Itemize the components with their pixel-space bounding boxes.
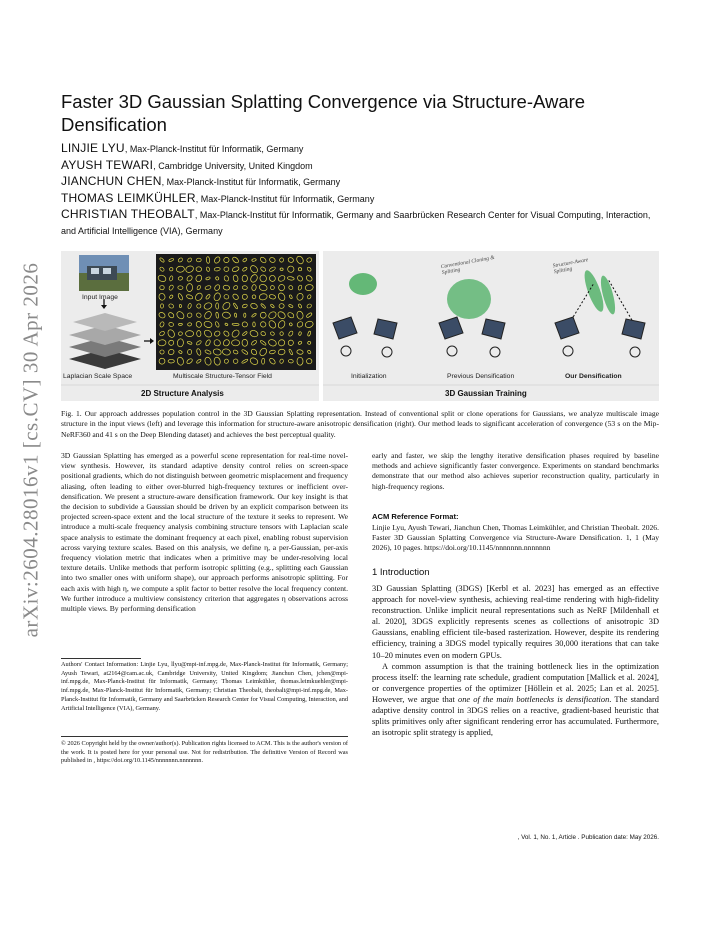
author-name: CHRISTIAN THEOBALT <box>61 207 195 222</box>
abstract-continued: early and faster, we skip the lengthy iterative densification phases required by baseline methods and achieve significantly faster convergence. Experiments on standard benchmarks demonstrate that our method also achieves superior reconstruction quality, particularly in high-frequency regions. <box>372 451 659 491</box>
conventional-note: Conventional Cloning & Splitting <box>440 254 496 277</box>
intro-body <box>372 583 659 738</box>
footnote-rule <box>61 658 141 659</box>
intro-p2-emphasis: one of the main bottlenecks is densification <box>458 694 610 704</box>
author-affiliation: , Cambridge University, United Kingdom <box>153 160 313 171</box>
figure-caption: Fig. 1. Our approach addresses population control in the 3D Gaussian Splatting representation. Instead of conventional split or clone operations for Gaussians, we analyze multiscale image structure in the input views (left) and leverage this information for structure-aware anisotropic densification (right). Our method leads to significant acceleration of convergence (53 s on the Mip-NeRF360 and 41 s on the Deep Blending dataset) and achieves the best perceptual quality. <box>61 409 659 439</box>
abstract-text: 3D Gaussian Splatting has emerged as a powerful scene representation for real-time novel-view synthesis. However, its standard adaptive density control relies on screen-space positional gradients, which do not distinguish between geometric misplacement and frequency aliasing, often leading to either over-blurred high-frequency textures or inefficient over-densification. We present a structure-aware densification framework. Our key insight is that the decision to subdivide a Gaussian should be driven by an explicit comparison between its projected screen-space extent and the local structure of the texture it seeks to represent. We introduce a multi-scale frequency analysis combining structure tensors with Laplacian scale space analysis to estimate the dominant frequency at each pixel, enabling robust supervision across varying texture scales. Based on this analysis, we define η, a per-Gaussian, per-axis frequency violation metric that indicates when a primitive may be under-resolving local texture details. Unlike methods that perform isotropic splitting (e.g., splitting each Gaussian into two smaller ones with uniform shape), our approach performs anisotropic splitting. For each axis with high η, we compute a split factor to better resolve the local frequency content. We further introduce a multiview consistency criterion that aggregates η observations across multiple views. By performing densification <box>61 451 349 614</box>
author-affiliation: , Max-Planck-Institut für Informatik, Germany and Saarbrücken Research Center for Visual Computing, Interaction, and Artificial Intelligence (VIA), Germany <box>61 210 651 236</box>
gaussian-training-title: 3D Gaussian Training <box>445 389 527 398</box>
author-name: JIANCHUN CHEN <box>61 174 162 189</box>
author-affiliation: , Max-Planck-Institut für Informatik, Germany <box>195 193 375 204</box>
copyright-footnote: © 2026 Copyright held by the owner/author(s). Publication rights licensed to ACM. This is the author's version of the work. It is posted here for your personal use. Not for redistribution. The definitive Version of Record was published in , https://doi.org/10.1145/nnnnnnn.nnnnnnn. <box>61 740 348 765</box>
structure-aware-note: Structure-Aware Splitting <box>552 257 589 276</box>
acm-heading: ACM Reference Format: <box>372 512 459 521</box>
page-footer: , Vol. 1, No. 1, Article . Publication date: May 2026. <box>517 834 659 841</box>
teaser-figure <box>61 251 659 401</box>
intro-paragraph-2 <box>372 661 659 739</box>
structure-analysis-title: 2D Structure Analysis <box>141 389 224 398</box>
paper-title: Faster 3D Gaussian Splatting Convergence via Structure-Aware Densification <box>61 91 586 135</box>
author-affiliation: , Max-Planck-Institut für Informatik, Germany <box>161 177 341 188</box>
author-affiliation: , Max-Planck-Institut für Informatik, Germany <box>124 144 304 154</box>
author-line <box>61 191 661 208</box>
author-line <box>61 158 661 175</box>
laplacian-label: Laplacian Scale Space <box>63 373 133 380</box>
intro-heading: 1 Introduction <box>372 567 430 578</box>
intro-p2-end: . The standard adaptive density control in 3DGS relies on a reactive, gradient-based heuristic that splits primitives only after significant rendering error has accumulated. Furthermore, an isotropic split strategy is applied, <box>372 694 659 738</box>
author-line <box>61 141 661 158</box>
abstract-left <box>61 451 348 614</box>
input-image-thumbnail <box>79 255 129 291</box>
intro-p2-start: A common assumption is that the training bottleneck lies in the optimization process itself: the learning rate schedule, gradient computation [Mallick et al. 2024], or convergence properties of the optimizer [Höllein et al. 2025; Lan et al. 2025]. However, we argue that <box>372 661 659 704</box>
author-list <box>61 141 661 240</box>
arxiv-sidebar <box>18 250 44 650</box>
acm-reference: Linjie Lyu, Ayush Tewari, Jianchun Chen, Thomas Leimkühler, and Christian Theobalt. 2026. Faster 3D Gaussian Splatting Convergence via Structure-Aware Densification. 1, 1 (May 2026), 10 pages. https://doi.org/10.1145/nnnnnnn.nnnnnnn <box>372 523 659 553</box>
previous-densification-label: Previous Densification <box>447 373 515 380</box>
abstract-right <box>372 451 659 492</box>
our-densification-scene <box>555 268 645 357</box>
author-line <box>61 207 661 239</box>
previous-densification-scene <box>439 279 505 357</box>
tensor-label: Multiscale Structure-Tensor Field <box>173 373 272 380</box>
author-name: AYUSH TEWARI <box>61 157 154 172</box>
intro-paragraph-1: 3D Gaussian Splatting (3DGS) [Kerbl et al. 2023] has emerged as an effective approach for novel-view synthesis, achieving real-time rendering with high-fidelity reconstruction. Unlike implicit neural representations such as NeRF [Mildenhall et al. 2020], 3DGS explicitly represents scenes as collections of anisotropic 3D Gaussians, enabling efficient tile-based rasterization. However, despite its rendering efficiency, training a 3DGS model typically requires 30,000 iterations that can take 10–20 minutes even on modern GPUs. <box>372 584 659 660</box>
initialization-scene <box>333 273 397 357</box>
our-densification-label: Our Densification <box>565 373 622 380</box>
author-line <box>61 174 661 191</box>
contact-footnote: Authors' Contact Information: Linjie Lyu, llyu@mpi-inf.mpg.de, Max-Planck-Institut für Informatik, Germany; Ayush Tewari, at2164@cam.ac.uk, Cambridge University, United Kingdom; Jianchun Chen, jchen@mpi-inf.mpg.de, Max-Planck-Institut für Informatik, Germany; Thomas Leimkühler, thomas.leimkuehler@mpi-inf.mpg.de, Max-Planck-Institut für Informatik, Germany; Christian Theobalt, theobalt@mpi-inf.mpg.de, Max-Planck-Institut für Informatik, Germany and Saarbrücken Research Center for Visual Computing, Interaction, and Artificial Intelligence (VIA), Germany. <box>61 661 348 712</box>
input-image-label: Input Image <box>82 294 118 301</box>
author-name: LINJIE LYU <box>61 141 125 155</box>
author-name: THOMAS LEIMKÜHLER <box>61 190 196 205</box>
initialization-label: Initialization <box>351 373 387 380</box>
laplacian-pyramid <box>69 313 141 369</box>
arxiv-id: arXiv:2604.28016v1 [cs.CV] 30 Apr 2026 <box>18 262 43 638</box>
copyright-rule <box>61 736 348 737</box>
